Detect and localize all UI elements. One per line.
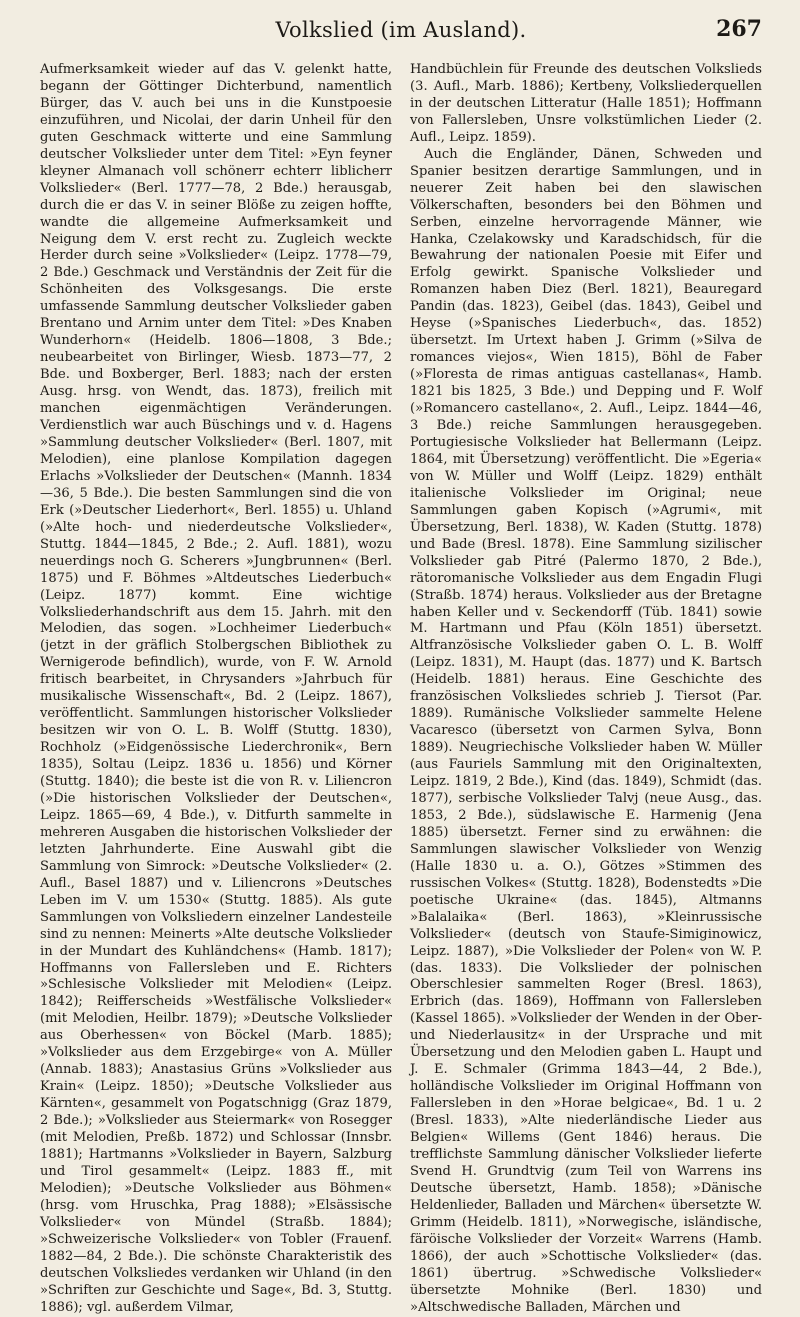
paragraph: Auch die Engländer, Dänen, Schweden und Spanier besitzen derartige Sammlungen, und in neuerer Zeit haben bei den slawischen Völkerschaften, besonders bei den Böhmen und Serben, einzelne hervorragende Männer, wie Hanka, Czelakowsky und Karadschidsch, für die Bewahrung der nationalen Poesie mit Eifer und Erfolg gewirkt. Spanische Volkslieder und Romanzen haben Diez (Berl. 1821), Beauregard Pandin (das. 1823), Geibel (das. 1843), Geibel und Heyse (»Spanisches Liederbuch«, das. 1852) übersetzt. Im Urtext haben J. Grimm (»Silva de romances viejos«, Wien 1815), Böhl de Faber (»Floresta de rimas antiguas castellanas«, Hamb. 1821 bis 1825, 3 Bde.) und Depping und F. Wolf (»Romancero castellano«, 2. Aufl., Leipz. 1844—46, 3 Bde.) reiche Sammlungen herausgegeben. Portugiesische Volkslieder hat Bellermann (Leipz. 1864, mit Übersetzung) veröffentlicht. Die »Egeria« von W. Müller und Wolff (Leipz. 1829) enthält italienische Volkslieder im Original; neue Sammlungen gaben Kopisch (»Agrumi«, mit Übersetzung, Berl. 1838), W. Kaden (Stuttg. 1878) und Bade (Bresl. 1878). Eine Sammlung sizilischer Volkslieder gab Pitré (Palermo 1870, 2 Bde.), rätoromanische Volkslieder aus dem Engadin Flugi (Straßb. 1874) heraus. Volkslieder aus der Bretagne haben Keller und v. Seckendorff (Tüb. 1841) sowie M. Hartmann und Pfau (Köln 1851) übersetzt. Altfranzösische Volkslieder gaben O. L. B. Wolff (Leipz. 1831), M. Haupt (das. 1877) und K. Bartsch (Heidelb. 1881) heraus. Eine Geschichte des französischen Volksliedes schrieb J. Tiersot (Par. 1889). Rumänische Volkslieder sammelte Helene Vacaresco (übersetzt von Carmen Sylva, Bonn 1889). Neugriechische Volkslieder haben W. Müller (aus Fauriels Sammlung mit den Originaltexten, Leipz. 1819, 2 Bde.), Kind (das. 1849), Schmidt (das. 1877), serbische Volkslieder Talvj (neue Ausg., das. 1853, 2 Bde.), südslawische E. Harmenig (Jena 1885) übersetzt. Ferner sind zu erwähnen: die Sammlungen slawischer Volkslieder von Wenzig (Halle 1830 u. a. O.), Götzes »Stimmen des russischen Volkes« (Stuttg. 1828), Bodenstedts »Die poetische Ukraine« (das. 1845), Altmanns »Balalaika« (Berl. 1863), »Kleinrussische Volkslieder« (deutsch von Staufe-Simiginowicz, Leipz. 1887), »Die Volkslieder der Polen« von W. P. (das. 1833). Die Volkslieder der polnischen Oberschlesier sammelten Roger (Bresl. 1863), Erbrich (das. 1869), Hoffmann von Fallersleben (Kassel 1865). »Volkslieder der Wenden in der Ober- und Niederlausitz« in der Ursprache und mit Übersetzung und den Melodien gaben L. Haupt und J. E. Schmaler (Grimma 1843—44, 2 Bde.), holländische Volkslieder im Original Hoffmann von Fallersleben in den »Horae belgicae«, Bd. 1 u. 2 (Bresl. 1833), »Alte niederländische Lieder aus Belgien« Willems (Gent 1846) heraus. Die trefflichste Sammlung dänischer Volkslieder lieferte Svend H. Grundtvig (zum Teil von Warrens ins Deutsche übersetzt, Hamb. 1858); »Dänische Heldenlieder, Balladen und Märchen« übersetzte W. Grimm (Heidelb. 1811), »Norwegische, isländische, färöische Volkslieder der Vorzeit« Warrens (Hamb. 1866), der auch »Schottische Volkslieder« (das. 1861) übertrug. »Schwedische Volkslieder« übersetzte Mohnike (Berl. 1830) und »Altschwedische Balladen, Märchen und	[410, 146, 762, 1315]
running-header	[40, 14, 762, 54]
running-title: Volkslied (im Ausland).	[275, 18, 527, 42]
paragraph: Aufmerksamkeit wieder auf das V. gelenkt hatte, begann der Göttinger Dichterbund, namentlich Bürger, das V. auch bei uns in die Kunstpoesie einzuführen, und Nicolai, der darin Unheil für den guten Geschmack witterte und eine Sammlung deutscher Volkslieder unter dem Titel: »Eyn feyner kleyner Almanach voll schönerr echterr liblicherr Volkslieder« (Berl. 1777—78, 2 Bde.) herausgab, durch die er das V. in seiner Blöße zu zeigen hoffte, wandte die allgemeine Aufmerksamkeit und Neigung dem V. erst recht zu. Zugleich weckte Herder durch seine »Volkslieder« (Leipz. 1778—79, 2 Bde.) Geschmack und Verständnis der Zeit für die Schönheiten des Volksgesangs. Die erste umfassende Sammlung deutscher Volkslieder gaben Brentano und Arnim unter dem Titel: »Des Knaben Wunderhorn« (Heidelb. 1806—1808, 3 Bde.; neubearbeitet von Birlinger, Wiesb. 1873—77, 2 Bde. und Boxberger, Berl. 1883; nach der ersten Ausg. hrsg. von Wendt, das. 1873), freilich mit manchen eigenmächtigen Veränderungen. Verdienstlich war auch Büschings und v. d. Hagens »Sammlung deutscher Volkslieder« (Berl. 1807, mit Melodien), eine planlose Kompilation dagegen Erlachs »Volkslieder der Deutschen« (Mannh. 1834—36, 5 Bde.). Die besten Sammlungen sind die von Erk (»Deutscher Liederhort«, Berl. 1855) u. Uhland (»Alte hoch- und niederdeutsche Volkslieder«, Stuttg. 1844—1845, 2 Bde.; 2. Aufl. 1881), wozu neuerdings noch G. Scherers »Jungbrunnen« (Berl. 1875) und F. Böhmes »Altdeutsches Liederbuch« (Leipz. 1877) kommt. Eine wichtige Volksliederhandschrift aus dem 15. Jahrh. mit den Melodien, das sogen. »Lochheimer Liederbuch« (jetzt in der gräflich Stolbergschen Bibliothek zu Wernigerode befindlich), wurde, von F. W. Arnold fritisch bearbeitet, in Chrysanders »Jahrbuch für musikalische Wissenschaft«, Bd. 2 (Leipz. 1867), veröffentlicht. Sammlungen historischer Volkslieder besitzen wir von O. L. B. Wolff (Stuttg. 1830), Rochholz (»Eidgenössische Liederchronik«, Bern 1835), Soltau (Leipz. 1836 u. 1856) und Körner (Stuttg. 1840); die beste ist die von R. v. Liliencron (»Die historischen Volkslieder der Deutschen«, Leipz. 1865—69, 4 Bde.), v. Ditfurth sammelte in mehreren Ausgaben die historischen Volkslieder der letzten Jahrhunderte. Eine Auswahl gibt die Sammlung von Simrock: »Deutsche Volkslieder« (2. Aufl., Basel 1887) und v. Liliencrons »Deutsches Leben im V. um 1530« (Stuttg. 1885). Als gute Sammlungen von Volksliedern einzelner Landesteile sind zu nennen: Meinerts »Alte deutsche Volkslieder in der Mundart des Kuhländchens« (Hamb. 1817); Hoffmanns von Fallersleben und E. Richters »Schlesische Volkslieder mit Melodien« (Leipz. 1842); Reifferscheids »Westfälische Volkslieder« (mit Melodien, Heilbr. 1879); »Deutsche Volkslieder aus Oberhessen« von Böckel (Marb. 1885); »Volkslieder aus dem Erzgebirge« von A. Müller (Annab. 1883); Anastasius Grüns »Volkslieder aus Krain« (Leipz. 1850); »Deutsche Volkslieder aus Kärnten«, gesammelt von Pogatschnigg (Graz 1879, 2 Bde.); »Volkslieder aus Steiermark« von Rosegger (mit Melodien, Preßb. 1872) und Schlossar (Innsbr. 1881); Hartmanns »Volkslieder in Bayern, Salzburg und Tirol gesammelt« (Leipz. 1883 ff., mit Melodien); »Deutsche Volkslieder aus Böhmen« (hrsg. vom Hruschka, Prag 1888); »Elsässische Volkslieder« von Mündel (Straßb. 1884); »Schweizerische Volkslieder« von Tobler (Frauenf. 1882—84, 2 Bde.). Die schönste Charakteristik des deutschen Volksliedes verdanken wir Uhland (in den »Schriften zur Geschichte und Sage«, Bd. 3, Stuttg. 1886); vgl. außerdem Vilmar,	[40, 62, 392, 1315]
right-column	[410, 62, 762, 1317]
left-column	[40, 62, 392, 1317]
paragraph: Handbüchlein für Freunde des deutschen Volkslieds (3. Aufl., Marb. 1886); Kertbeny, Volksliederquellen in der deutschen Litteratur (Halle 1851); Hoffmann von Fallersleben, Unsre volkstümlichen Lieder (2. Aufl., Leipz. 1859).	[410, 62, 762, 145]
page-number: 267	[716, 16, 762, 42]
